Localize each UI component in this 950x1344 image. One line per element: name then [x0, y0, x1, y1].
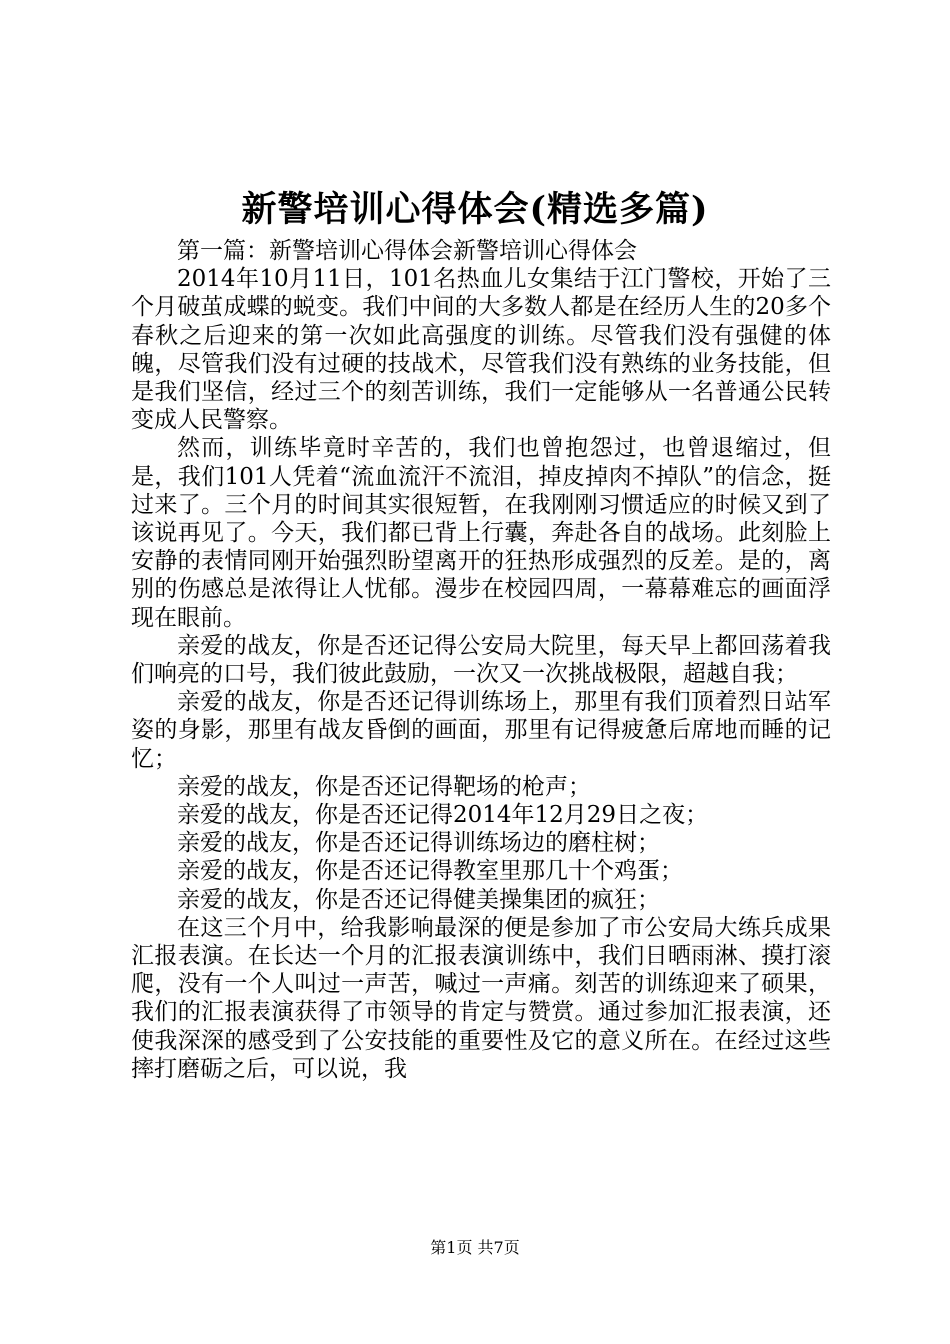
paragraph: 亲爱的战友，你是否还记得健美操集团的疯狂；: [177, 886, 660, 913]
paragraph: 亲爱的战友，你是否还记得靶场的枪声；: [177, 773, 591, 800]
paragraph: 2014年10月11日，101名热血儿女集结于江门警校，开始了三个月破茧成蝶的蜕变。我们中间的大多数人都是在经历人生的20多个春秋之后迎来的第一次如此高强度的训练。尽管我们没有强健的体魄，尽管我们没有过硬的技战术，尽管我们没有熟练的业务技能，但是我们坚信，经过三个的刻苦训练，我们一定能够从一名普通公民转变成人民警察。: [131, 266, 831, 434]
page-number-footer: 第1页 共7页: [430, 1238, 520, 1257]
paragraph: 然而，训练毕竟时辛苦的，我们也曾抱怨过，也曾退缩过，但是，我们101人凭着“流血流汗不流泪，掉皮掉肉不掉队”的信念，挺过来了。三个月的时间其实很短暂，在我刚刚习惯适应的时候又到了该说再见了。今天，我们都已背上行囊，奔赴各自的战场。此刻脸上安静的表情同刚开始强烈盼望离开的狂热形成强烈的反差。是的，离别的伤感总是浓得让人忧郁。漫步在校园四周，一幕幕难忘的画面浮现在眼前。: [131, 435, 831, 631]
paragraph: 亲爱的战友，你是否还记得公安局大院里，每天早上都回荡着我们响亮的口号，我们彼此鼓励，一次又一次挑战极限，超越自我；: [131, 632, 831, 688]
paragraph: 亲爱的战友，你是否还记得教室里那几十个鸡蛋；: [177, 858, 683, 885]
paragraph: 亲爱的战友，你是否还记得2014年12月29日之夜；: [177, 802, 709, 829]
paragraph: 在这三个月中，给我影响最深的便是参加了市公安局大练兵成果汇报表演。在长达一个月的汇报表演训练中，我们日晒雨淋、摸打滚爬，没有一个人叫过一声苦，喊过一声痛。刻苦的训练迎来了硕果，我们的汇报表演获得了市领导的肯定与赞赏。通过参加汇报表演，还使我深深的感受到了公安技能的重要性及它的意义所在。在经过这些摔打磨砺之后，可以说，我: [131, 914, 831, 1082]
paragraph: 亲爱的战友，你是否还记得训练场边的磨柱树；: [177, 830, 660, 857]
document-body: [131, 237, 831, 1083]
document-title: 新警培训心得体会(精选多篇): [241, 189, 709, 230]
paragraph: 亲爱的战友，你是否还记得训练场上，那里有我们顶着烈日站军姿的身影，那里有战友昏倒的画面，那里有记得疲惫后席地而睡的记忆；: [131, 689, 831, 772]
paragraph: 第一篇：新警培训心得体会新警培训心得体会: [177, 238, 637, 264]
